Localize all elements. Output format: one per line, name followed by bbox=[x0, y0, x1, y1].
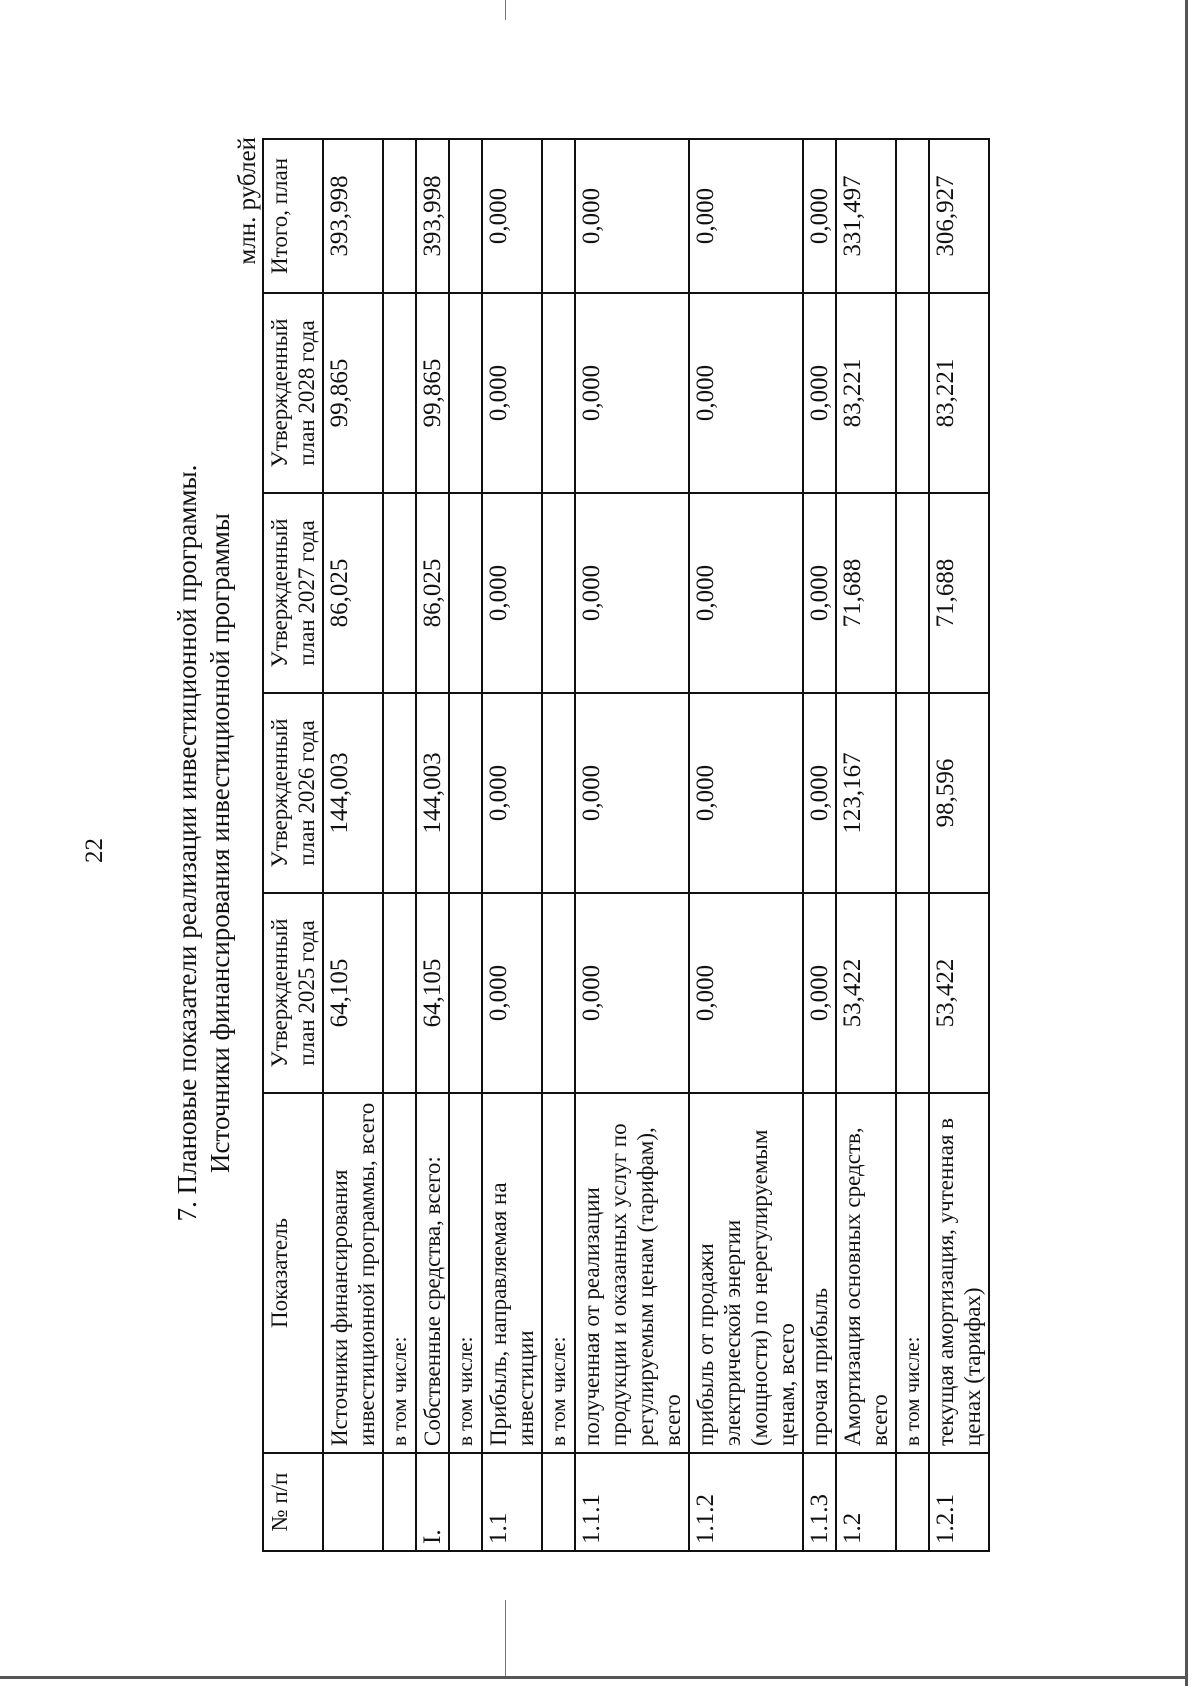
cell-no: 1.1.2 bbox=[689, 1453, 803, 1551]
cell-name: Амортизация основных средств, всего bbox=[836, 1093, 896, 1453]
cell-y2027 bbox=[449, 493, 482, 693]
cell-total bbox=[896, 139, 929, 293]
cell-y2025 bbox=[383, 893, 416, 1093]
cell-no: I. bbox=[416, 1453, 449, 1551]
cell-y2028: 99,865 bbox=[323, 293, 383, 493]
cell-name: в том числе: bbox=[449, 1093, 482, 1453]
cell-y2026: 0,000 bbox=[689, 693, 803, 893]
cell-y2025 bbox=[542, 893, 575, 1093]
cell-y2025: 0,000 bbox=[482, 893, 542, 1093]
cell-y2027: 0,000 bbox=[482, 493, 542, 693]
table-row bbox=[542, 139, 575, 1551]
cell-name: текущая амортизация, учтенная в ценах (тарифах) bbox=[929, 1093, 989, 1453]
table-row bbox=[575, 139, 689, 1551]
cell-y2028: 83,221 bbox=[836, 293, 896, 493]
table-row bbox=[836, 139, 896, 1551]
table-row bbox=[482, 139, 542, 1551]
cell-y2026 bbox=[896, 693, 929, 893]
cell-y2026 bbox=[449, 693, 482, 893]
cell-y2027: 0,000 bbox=[803, 493, 836, 693]
cell-y2028: 0,000 bbox=[575, 293, 689, 493]
cell-total: 393,998 bbox=[323, 139, 383, 293]
cell-no: 1.2.1 bbox=[929, 1453, 989, 1551]
cell-y2025 bbox=[896, 893, 929, 1093]
table-row bbox=[449, 139, 482, 1551]
cell-no bbox=[449, 1453, 482, 1551]
cell-y2026: 144,003 bbox=[323, 693, 383, 893]
units-label: млн. рублей bbox=[234, 137, 261, 265]
cell-y2028 bbox=[896, 293, 929, 493]
header-plan-2027: Утвержденный план 2027 года bbox=[263, 493, 323, 693]
cell-y2025: 0,000 bbox=[803, 893, 836, 1093]
table-header-row bbox=[263, 139, 323, 1551]
cell-y2027 bbox=[542, 493, 575, 693]
cell-y2027: 71,688 bbox=[836, 493, 896, 693]
cell-total: 0,000 bbox=[575, 139, 689, 293]
header-plan-2026: Утвержденный план 2026 года bbox=[263, 693, 323, 893]
table-row bbox=[383, 139, 416, 1551]
cell-y2025: 53,422 bbox=[929, 893, 989, 1093]
section-subtitle: Источники финансирования инвестиционной программы bbox=[205, 513, 235, 1173]
cell-total: 0,000 bbox=[482, 139, 542, 293]
table-body bbox=[323, 139, 989, 1551]
cell-total bbox=[542, 139, 575, 293]
section-title: 7. Плановые показатели реализации инвестиционной программы. bbox=[172, 464, 202, 1222]
cell-y2025 bbox=[449, 893, 482, 1093]
cell-y2027 bbox=[383, 493, 416, 693]
cell-total: 0,000 bbox=[689, 139, 803, 293]
cell-y2028 bbox=[383, 293, 416, 493]
table-row bbox=[416, 139, 449, 1551]
cell-y2025: 0,000 bbox=[575, 893, 689, 1093]
cell-no: 1.1.3 bbox=[803, 1453, 836, 1551]
cell-total: 306,927 bbox=[929, 139, 989, 293]
header-indicator: Показатель bbox=[263, 1093, 323, 1453]
cell-y2028: 0,000 bbox=[482, 293, 542, 493]
cell-y2025: 0,000 bbox=[689, 893, 803, 1093]
cell-no: 1.1.1 bbox=[575, 1453, 689, 1551]
cell-y2026: 0,000 bbox=[575, 693, 689, 893]
cell-y2027: 0,000 bbox=[689, 493, 803, 693]
cell-name: в том числе: bbox=[383, 1093, 416, 1453]
cell-total bbox=[383, 139, 416, 293]
table-row bbox=[689, 139, 803, 1551]
cell-y2027: 0,000 bbox=[575, 493, 689, 693]
cell-no: 1.2 bbox=[836, 1453, 896, 1551]
cell-y2026: 123,167 bbox=[836, 693, 896, 893]
cell-y2027: 86,025 bbox=[416, 493, 449, 693]
financing-table bbox=[262, 138, 990, 1552]
cell-y2028 bbox=[449, 293, 482, 493]
cell-name: в том числе: bbox=[896, 1093, 929, 1453]
cell-y2025: 53,422 bbox=[836, 893, 896, 1093]
header-total: Итого, план bbox=[263, 139, 323, 293]
cell-y2027: 71,688 bbox=[929, 493, 989, 693]
cell-name: прибыль от продажи электрической энергии (мощности) по нерегулируемым ценам, всего bbox=[689, 1093, 803, 1453]
cell-y2026 bbox=[542, 693, 575, 893]
cell-name: в том числе: bbox=[542, 1093, 575, 1453]
cell-y2026: 144,003 bbox=[416, 693, 449, 893]
cell-y2026: 0,000 bbox=[803, 693, 836, 893]
cell-y2026: 98,596 bbox=[929, 693, 989, 893]
cell-name: Источники финансирования инвестиционной программы, всего bbox=[323, 1093, 383, 1453]
cell-no bbox=[323, 1453, 383, 1551]
cell-name: Прибыль, направляемая на инвестиции bbox=[482, 1093, 542, 1453]
cell-y2028: 0,000 bbox=[803, 293, 836, 493]
cell-y2026: 0,000 bbox=[482, 693, 542, 893]
cell-y2027 bbox=[896, 493, 929, 693]
cell-no bbox=[896, 1453, 929, 1551]
cell-no bbox=[542, 1453, 575, 1551]
cell-y2026 bbox=[383, 693, 416, 893]
cell-y2025: 64,105 bbox=[323, 893, 383, 1093]
cell-total: 393,998 bbox=[416, 139, 449, 293]
cell-total: 331,497 bbox=[836, 139, 896, 293]
cell-total bbox=[449, 139, 482, 293]
cell-y2027: 86,025 bbox=[323, 493, 383, 693]
header-plan-2028: Утвержденный план 2028 года bbox=[263, 293, 323, 493]
table-row bbox=[896, 139, 929, 1551]
cell-y2025: 64,105 bbox=[416, 893, 449, 1093]
header-plan-2025: Утвержденный план 2025 года bbox=[263, 893, 323, 1093]
table-row bbox=[929, 139, 989, 1551]
table-row bbox=[323, 139, 383, 1551]
cell-y2028: 83,221 bbox=[929, 293, 989, 493]
cell-y2028 bbox=[542, 293, 575, 493]
cell-y2028: 99,865 bbox=[416, 293, 449, 493]
table-row bbox=[803, 139, 836, 1551]
cell-name: Собственные средства, всего: bbox=[416, 1093, 449, 1453]
cell-total: 0,000 bbox=[803, 139, 836, 293]
cell-name: полученная от реализации продукции и оказанных услуг по регулируемым ценам (тарифам), всего bbox=[575, 1093, 689, 1453]
cell-no bbox=[383, 1453, 416, 1551]
page-number: 22 bbox=[81, 838, 108, 863]
cell-y2028: 0,000 bbox=[689, 293, 803, 493]
header-no: № п/п bbox=[263, 1453, 323, 1551]
cell-name: прочая прибыль bbox=[803, 1093, 836, 1453]
cell-no: 1.1 bbox=[482, 1453, 542, 1551]
